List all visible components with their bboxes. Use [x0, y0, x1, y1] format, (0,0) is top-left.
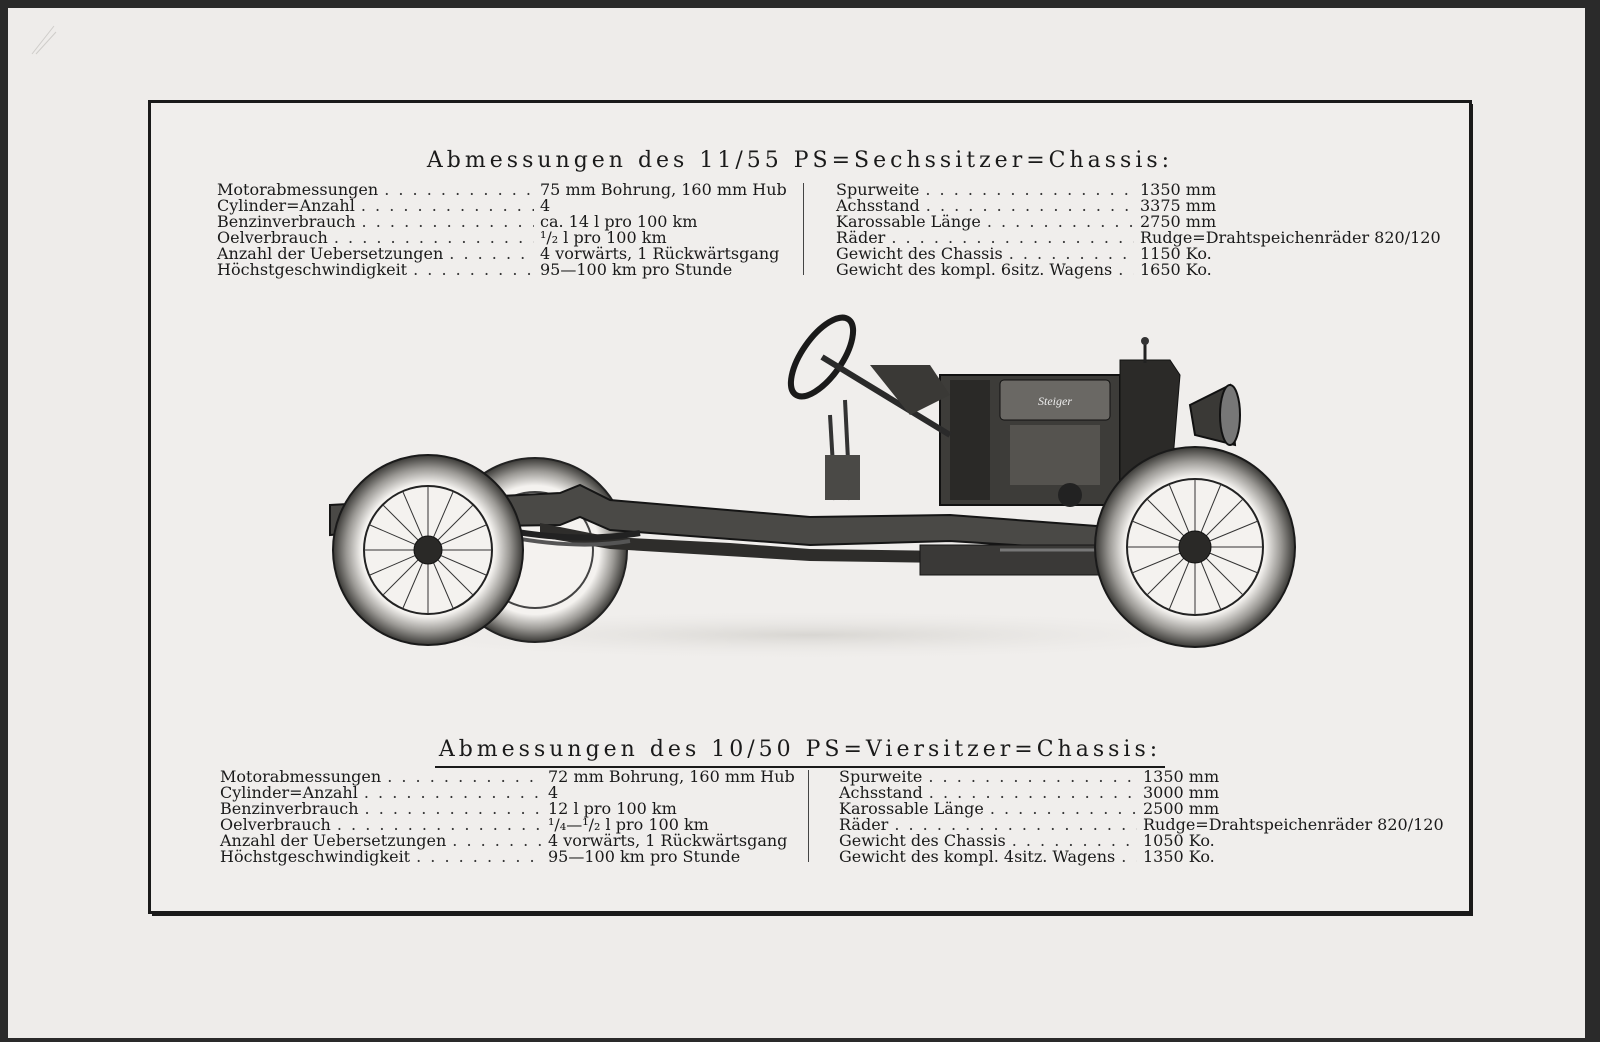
leader-dots [413, 262, 534, 278]
spec-label: Gewicht des kompl. 6sitz. Wagens [836, 260, 1113, 279]
spec-value: 1350 Ko. [1143, 847, 1215, 866]
spec-row [839, 769, 1399, 785]
spec-value: ¹/₂ l pro 100 km [540, 228, 667, 247]
spec-value: 4 vorwärts, 1 Rückwärtsgang [548, 831, 788, 850]
spec-label: Höchstgeschwindigkeit [220, 847, 411, 866]
spec-value: 1050 Ko. [1143, 831, 1215, 850]
headlamp [1190, 385, 1240, 445]
spec-label: Motorabmessungen [220, 767, 382, 786]
spec-row [839, 849, 1399, 865]
spec-label: Oelverbrauch [220, 815, 331, 834]
corner-mark-icon [28, 22, 58, 56]
column-divider [808, 770, 809, 862]
spec-value: 72 mm Bohrung, 160 mm Hub [548, 767, 795, 786]
leader-dots [449, 246, 534, 262]
section-title-text: Abmessungen des 11/55 PS=Sechssitzer=Chassis: [426, 148, 1174, 173]
spec-label: Gewicht des Chassis [836, 244, 1003, 263]
spec-label: Gewicht des kompl. 4sitz. Wagens [839, 847, 1116, 866]
spec-label: Achsstand [836, 196, 920, 215]
spec-value: 2500 mm [1143, 799, 1220, 818]
leader-dots [384, 182, 534, 198]
front-wheel [1095, 447, 1295, 647]
spec-label: Cylinder=Anzahl [220, 783, 358, 802]
spec-label: Anzahl der Uebersetzungen [217, 244, 444, 263]
leader-dots [1121, 849, 1137, 865]
steering-wheel [779, 308, 950, 435]
spec-value: 1650 Ko. [1140, 260, 1212, 279]
spec-value: 3375 mm [1140, 196, 1217, 215]
leader-dots [416, 849, 542, 865]
spec-label: Motorabmessungen [217, 180, 379, 199]
spec-value: 4 vorwärts, 1 Rückwärtsgang [540, 244, 780, 263]
spec-label: Gewicht des Chassis [839, 831, 1006, 850]
leader-dots [1118, 262, 1134, 278]
spec-value: 1350 mm [1143, 767, 1220, 786]
spec-label: Anzahl der Uebersetzungen [220, 831, 447, 850]
spec-label: Spurweite [836, 180, 920, 199]
spec-value: 2750 mm [1140, 212, 1217, 231]
column-divider [803, 183, 804, 275]
spec-value: 4 [548, 783, 559, 802]
section-title-viersitzer [0, 737, 1600, 762]
spec-value: 12 l pro 100 km [548, 799, 677, 818]
spec-value: 95—100 km pro Stunde [540, 260, 733, 279]
spec-value: Rudge=Drahtspeichenräder 820/120 [1140, 228, 1441, 247]
spec-label: Karossable Länge [836, 212, 981, 231]
spec-label: Karossable Länge [839, 799, 984, 818]
spec-label: Achsstand [839, 783, 923, 802]
spec-label: Höchstgeschwindigkeit [217, 260, 408, 279]
spec-value: 4 [540, 196, 551, 215]
section-title-text: Abmessungen des 10/50 PS=Viersitzer=Chassis: [435, 737, 1165, 768]
chassis-illustration [310, 305, 1310, 665]
control-levers [825, 400, 860, 500]
leader-dots [925, 182, 1134, 198]
spec-value: ca. 14 l pro 100 km [540, 212, 698, 231]
engine-block [940, 375, 1120, 507]
spec-label: Cylinder=Anzahl [217, 196, 355, 215]
spec-label: Benzinverbrauch [217, 212, 356, 231]
leader-dots [990, 801, 1137, 817]
leader-dots [928, 769, 1137, 785]
spec-value: 1150 Ko. [1140, 244, 1212, 263]
leader-dots [387, 769, 542, 785]
spec-row [836, 262, 1396, 278]
section-title-sechssitzer [0, 148, 1600, 173]
spec-row [217, 262, 772, 278]
leader-dots [365, 801, 542, 817]
spec-value: 1350 mm [1140, 180, 1217, 199]
spec-label: Benzinverbrauch [220, 799, 359, 818]
spec-row [836, 182, 1396, 198]
specs-right-sechssitzer [836, 180, 1441, 279]
spec-value: ¹/₄—¹/₂ l pro 100 km [548, 815, 709, 834]
spec-label: Oelverbrauch [217, 228, 328, 247]
spec-value: Rudge=Drahtspeichenräder 820/120 [1143, 815, 1444, 834]
leader-dots [987, 214, 1134, 230]
leader-dots [452, 833, 542, 849]
spec-label: Räder [839, 815, 889, 834]
rear-near-wheel [333, 455, 523, 645]
spec-value: 95—100 km pro Stunde [548, 847, 741, 866]
specs-right-viersitzer [839, 767, 1444, 866]
spec-value: 75 mm Bohrung, 160 mm Hub [540, 180, 787, 199]
specs-left-sechssitzer [217, 180, 787, 279]
spec-value: 3000 mm [1143, 783, 1220, 802]
engine-brand-label: Steiger [1038, 394, 1072, 408]
spec-label: Spurweite [839, 767, 923, 786]
leader-dots [361, 198, 534, 214]
leader-dots [362, 214, 534, 230]
spec-row [220, 849, 780, 865]
spec-label: Räder [836, 228, 886, 247]
specs-left-viersitzer [220, 767, 795, 866]
leader-dots [364, 785, 542, 801]
